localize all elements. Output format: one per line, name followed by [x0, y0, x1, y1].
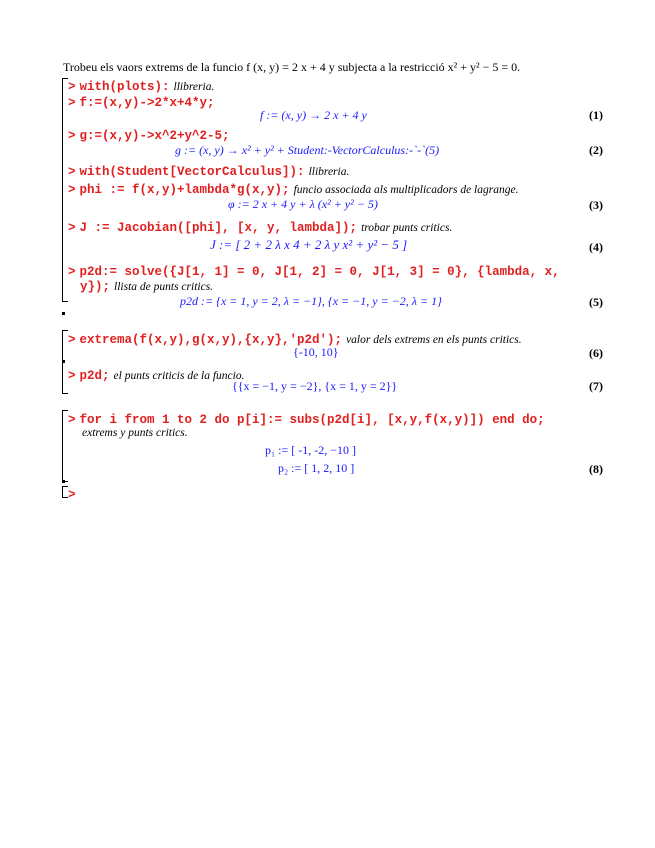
output-expression: J := [ 2 + 2 λ x 4 + 2 λ y x² + y² − 5 ]	[210, 237, 408, 252]
prompt-symbol: >	[68, 96, 76, 110]
prompt-symbol: >	[68, 265, 76, 279]
command-text[interactable]: with(Student[VectorCalculus]):	[79, 165, 305, 179]
command-text[interactable]: p2d;	[79, 369, 110, 383]
input-line[interactable]	[68, 218, 452, 236]
prompt-symbol: >	[68, 333, 76, 347]
output-expression: p₁ := [ -1, -2, −10 ]	[265, 443, 357, 457]
prompt-symbol: >	[68, 80, 76, 94]
problem-statement: Trobeu els vaors extrems de la funcio f (x, y) = 2 x + 4 y subjecta a la restricció x² + y² − 5 = 0.	[63, 60, 521, 74]
input-line[interactable]	[68, 126, 230, 144]
prompt-symbol: >	[68, 369, 76, 383]
output-expression: p2d := {x = 1, y = 2, λ = −1}, {x = −1, y = −2, λ = 1}	[180, 294, 442, 308]
comment-text: llista de punts critics.	[114, 281, 214, 293]
input-line[interactable]	[68, 93, 215, 111]
comment-text: trobar punts critics.	[361, 222, 453, 234]
command-text[interactable]: J := Jacobian([phi], [x, y, lambda]);	[79, 221, 358, 235]
input-line-continuation[interactable]	[80, 277, 213, 295]
command-text[interactable]: f:=(x,y)->2*x+4*y;	[79, 96, 215, 110]
equation-label: (5)	[589, 295, 603, 309]
input-line[interactable]	[68, 410, 545, 428]
prompt-symbol: >	[68, 129, 76, 143]
command-text[interactable]: extrema(f(x,y),g(x,y),{x,y},'p2d');	[79, 333, 343, 347]
command-text[interactable]: g:=(x,y)->x^2+y^2-5;	[79, 129, 230, 143]
comment-text: llibreria.	[173, 81, 215, 93]
command-text[interactable]: with(plots):	[79, 80, 170, 94]
output-expression: g := (x, y) → x² + y² + Student:-VectorCalculus:-`-`(5)	[175, 143, 440, 157]
input-line[interactable]	[68, 485, 76, 503]
equation-label: (2)	[589, 143, 603, 157]
prompt-symbol: >	[68, 221, 76, 235]
input-line[interactable]	[68, 162, 349, 180]
prompt-symbol: >	[68, 165, 76, 179]
output-expression: f := (x, y) → 2 x + 4 y	[260, 108, 367, 122]
output-expression: p₂ := [ 1, 2, 10 ]	[278, 461, 355, 475]
output-expression: φ := 2 x + 4 y + λ (x² + y² − 5)	[228, 197, 378, 211]
equation-label: (4)	[589, 240, 603, 254]
prompt-symbol: >	[68, 413, 76, 427]
group-end-marker	[62, 360, 65, 363]
equation-label: (8)	[589, 462, 603, 476]
comment-text: extrems y punts critics.	[82, 427, 188, 439]
prompt-symbol: >	[68, 488, 76, 502]
equation-label: (3)	[589, 198, 603, 212]
output-expression: {{x = −1, y = −2}, {x = 1, y = 2}}	[232, 379, 398, 393]
input-line[interactable]	[68, 366, 244, 384]
output-expression: {-10, 10}	[293, 345, 339, 359]
command-text[interactable]: p2d:= solve({J[1, 1] = 0, J[1, 2] = 0, J[1, 3] = 0}, {lambda, x,	[79, 265, 560, 279]
comment-text: llibreria.	[308, 166, 350, 178]
equation-label: (1)	[589, 108, 603, 122]
input-line[interactable]	[68, 180, 518, 198]
prompt-symbol: >	[68, 183, 76, 197]
command-text[interactable]: for i from 1 to 2 do p[i]:= subs(p2d[i], [x,y,f(x,y)]) end do;	[79, 413, 545, 427]
comment-text: funcio associada als multiplicadors de lagrange.	[293, 184, 519, 196]
command-text[interactable]: phi := f(x,y)+lambda*g(x,y);	[79, 183, 290, 197]
command-text[interactable]: y});	[80, 280, 111, 294]
equation-label: (7)	[589, 379, 603, 393]
equation-label: (6)	[589, 346, 603, 360]
group-end-marker	[62, 480, 65, 483]
comment-text: el punts criticis de la funcio.	[113, 370, 245, 382]
comment-text: valor dels extrems en els punts critics.	[346, 334, 522, 346]
group-end-marker	[62, 312, 65, 315]
